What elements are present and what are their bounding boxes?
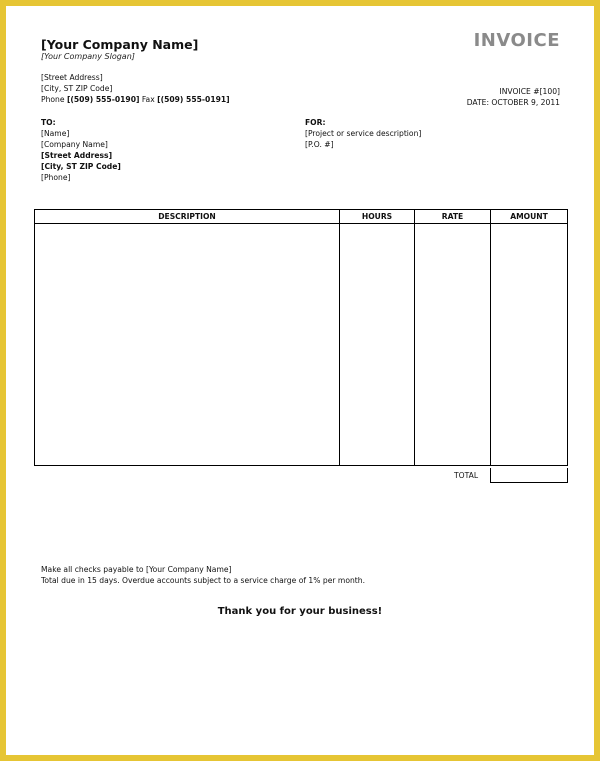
company-street: [Street Address] [41,73,103,82]
description-header: DESCRIPTION [35,210,340,224]
bill-to-block [41,117,121,183]
payment-notes [41,564,365,586]
phone-value: [(509) 555-0190] [66,95,140,104]
to-name: [Name] [41,129,70,138]
phone-label: Phone [41,95,65,104]
to-city: [City, ST ZIP Code] [41,162,121,171]
invoice-page [6,6,594,755]
company-name: [Your Company Name] [41,37,199,52]
to-company: [Company Name] [41,140,108,149]
amount-cell[interactable] [491,224,568,466]
invoice-title: INVOICE [473,30,560,51]
to-street: [Street Address] [41,151,113,160]
total-amount-box[interactable] [490,468,568,483]
company-slogan: [Your Company Slogan] [41,52,135,61]
company-address [41,72,230,105]
fax-label: Fax [141,95,155,104]
table-row [35,224,568,466]
amount-header: AMOUNT [491,210,568,224]
for-description: [Project or service description] [305,129,422,138]
invoice-meta [467,86,560,108]
rate-cell[interactable] [415,224,491,466]
line-items-table [34,209,568,466]
for-heading: FOR: [305,118,326,127]
hours-header: HOURS [340,210,415,224]
company-contact [41,94,230,105]
hours-cell[interactable] [340,224,415,466]
payable-note: Make all checks payable to [Your Company Name] [41,565,232,574]
thank-you-message: Thank you for your business! [217,606,383,617]
invoice-number: INVOICE #[100] [499,87,560,96]
total-label: TOTAL [454,471,479,480]
company-city: [City, ST ZIP Code] [41,84,113,93]
fax-value: [(509) 555-0191] [157,95,230,104]
description-cell[interactable] [35,224,340,466]
table-header-row [35,210,568,224]
to-phone: [Phone] [41,173,71,182]
to-heading: TO: [41,118,56,127]
terms-note: Total due in 15 days. Overdue accounts subject to a service charge of 1% per month. [41,576,365,585]
for-block [305,117,421,150]
invoice-date: DATE: OCTOBER 9, 2011 [466,98,560,107]
rate-header: RATE [415,210,491,224]
for-po: [P.O. #] [305,140,334,149]
